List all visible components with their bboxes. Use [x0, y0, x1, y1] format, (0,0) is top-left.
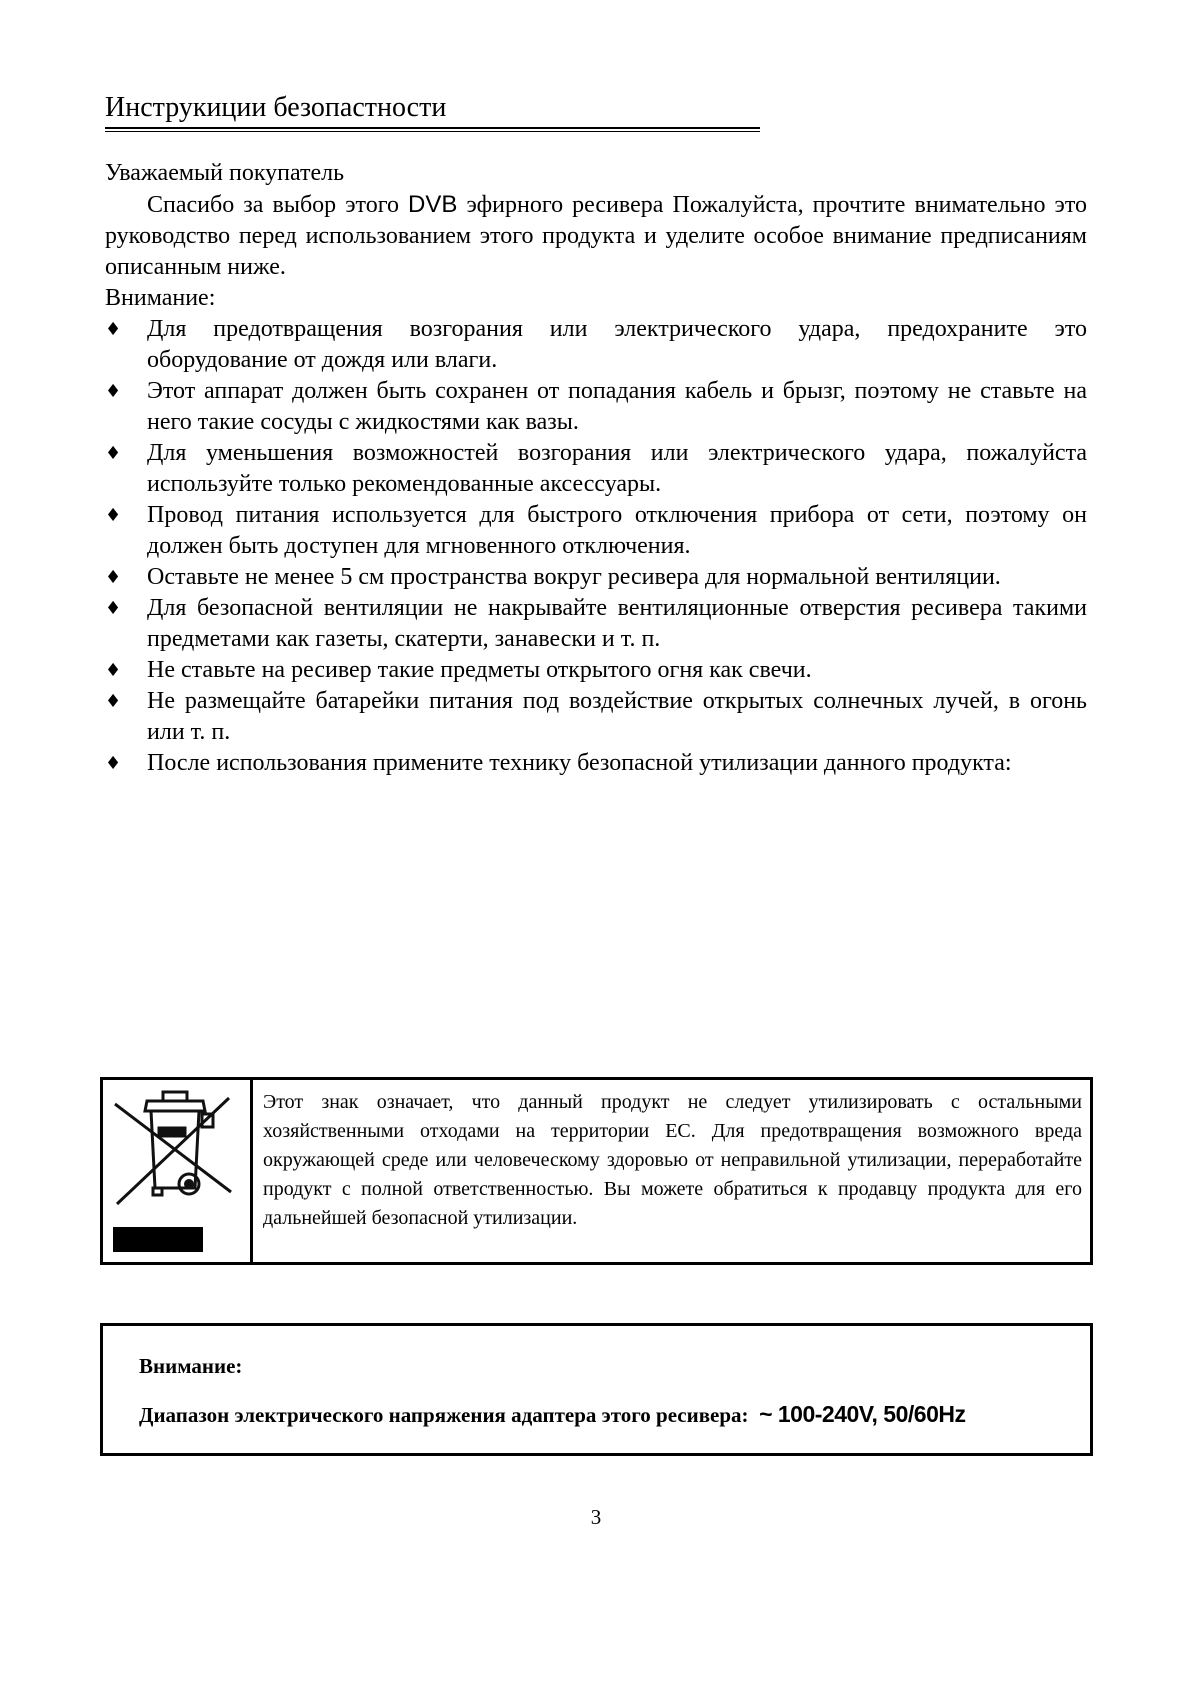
diamond-bullet-icon: ♦ [105, 753, 122, 774]
title-block [105, 92, 760, 132]
bullet-text: Провод питания используется для быстрого отключения прибора от сети, поэтому он должен быть доступен для мгновенного отключения. [147, 502, 1087, 559]
bullet-text: Для безопасной вентиляции не накрывайте вентиляционные отверстия ресивера такими предметами как газеты, скатерти, занавески и т. п. [147, 595, 1087, 652]
voltage-spec-value: ~ 100-240V, 50/60Hz [759, 1401, 966, 1427]
list-item [105, 314, 1087, 376]
intro-paragraph [105, 189, 1087, 283]
voltage-spec-line [139, 1399, 1070, 1431]
intro-text-part2: эфирного ресивера Пожалуйста, прочтите внимательно это руководство перед использованием этого продукта и уделите особое внимание предписаниям описанным ниже. [105, 192, 1088, 280]
page-number: 3 [590, 1505, 602, 1529]
attention-heading: Внимание: [105, 285, 216, 311]
diamond-bullet-icon: ♦ [105, 598, 122, 619]
diamond-bullet-icon: ♦ [105, 505, 122, 526]
list-item [105, 438, 1087, 500]
diamond-bullet-icon: ♦ [105, 660, 122, 681]
warning-label: Внимание: [139, 1354, 243, 1378]
safety-bullet-list [105, 314, 1087, 779]
intro-text-part1: Спасибо за выбор этого [147, 192, 399, 218]
weee-text: Этот знак означает, что данный продукт не следует утилизировать с остальными хозяйственными отходами на территории ЕС. Для предотвращения возможного вреда окружающей среде или человеческому здоровью от неправильной утилизации, переработайте продукт с полной ответственностью. Вы можете обратиться к продавцу продукта для его дальнейшей безопасной утилизации. [263, 1091, 1082, 1229]
dvb-label: DVB [408, 191, 458, 218]
list-item [105, 376, 1087, 438]
title-underline [105, 129, 760, 132]
bullet-text: Не ставьте на ресивер такие предметы открытого огня как свечи. [147, 657, 812, 683]
list-item [105, 500, 1087, 562]
bullet-text: Для предотвращения возгорания или электрического удара, предохраните это оборудование от дождя или влаги. [147, 316, 1087, 373]
weee-black-bar [113, 1227, 203, 1252]
list-item [105, 562, 1087, 593]
diamond-bullet-icon: ♦ [105, 691, 122, 712]
weee-icon-cell [103, 1080, 253, 1262]
voltage-spec-prefix: Диапазон электрического напряжения адаптера этого ресивера: [139, 1403, 749, 1427]
bullet-text: Не размещайте батарейки питания под воздействие открытых солнечных лучей, в огонь или т. п. [147, 688, 1087, 745]
diamond-bullet-icon: ♦ [105, 381, 122, 402]
bullet-text: Оставьте не менее 5 см пространства вокруг ресивера для нормальной вентиляции. [147, 564, 1001, 590]
blank-space [105, 779, 1087, 1077]
diamond-bullet-icon: ♦ [105, 443, 122, 464]
diamond-bullet-icon: ♦ [105, 319, 122, 340]
list-item [105, 655, 1087, 686]
diamond-bullet-icon: ♦ [105, 567, 122, 588]
voltage-warning-box [100, 1323, 1093, 1456]
list-item [105, 593, 1087, 655]
bullet-text: Этот аппарат должен быть сохранен от попадания кабель и брызг, поэтому не ставьте на него такие сосуды с жидкостями как вазы. [147, 378, 1087, 435]
bullet-text: После использования примените технику безопасной утилизации данного продукта: [147, 750, 1012, 776]
weee-crossed-out-bin-icon [109, 1088, 237, 1210]
list-item [105, 686, 1087, 748]
weee-disposal-box [100, 1077, 1093, 1265]
bullet-text: Для уменьшения возможностей возгорания или электрического удара, пожалуйста используйте только рекомендованные аксессуары. [147, 440, 1087, 497]
list-item [105, 748, 1087, 779]
page-title: Инструкиции безопастности [105, 92, 760, 129]
greeting-line: Уважаемый покупатель [105, 160, 345, 186]
